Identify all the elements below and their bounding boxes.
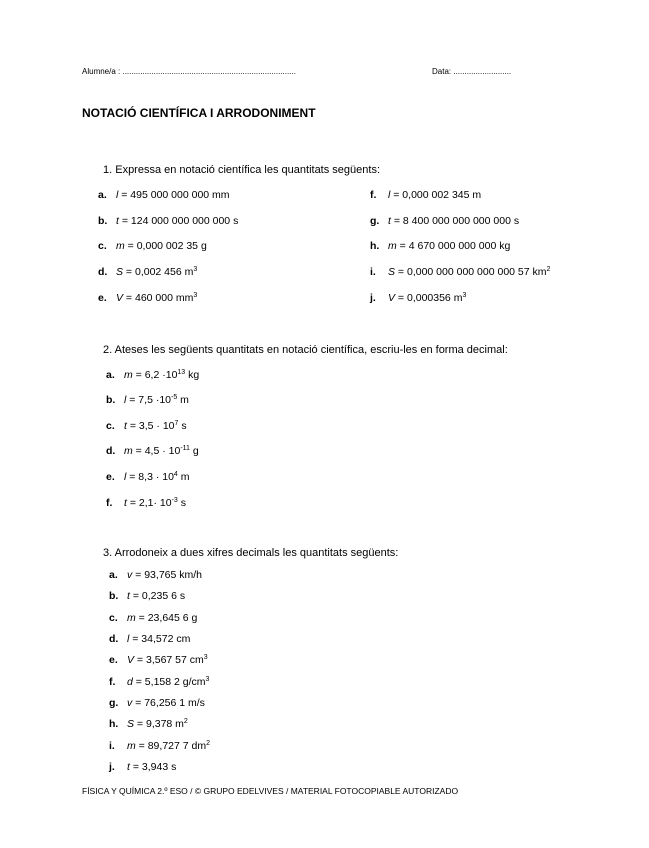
item-unit: kg bbox=[185, 369, 200, 381]
q1-item-f bbox=[370, 189, 481, 201]
q1-item-c bbox=[98, 240, 207, 252]
date-dots: .......................... bbox=[453, 67, 512, 76]
item-label: c. bbox=[106, 420, 115, 432]
item-exponent: 3 bbox=[462, 292, 467, 299]
q2-item-b bbox=[106, 394, 189, 406]
item-variable: V bbox=[116, 292, 124, 304]
item-variable: t bbox=[127, 761, 130, 773]
item-mantissa: = 3,5 · 10 bbox=[126, 420, 175, 432]
item-variable: l bbox=[127, 633, 130, 645]
item-value: = 4 670 000 000 000 kg bbox=[396, 240, 511, 252]
item-value: = 8 400 000 000 000 000 s bbox=[390, 215, 520, 227]
date-label: Data: bbox=[432, 67, 452, 76]
item-exponent: 3 bbox=[205, 676, 210, 683]
item-variable: S bbox=[127, 718, 135, 730]
q3-item-i bbox=[109, 740, 210, 752]
item-variable: t bbox=[116, 215, 119, 227]
item-value: = 3,943 s bbox=[129, 761, 177, 773]
item-value: = 0,000 000 000 000 000 57 km bbox=[395, 266, 547, 278]
item-exponent: 3 bbox=[193, 266, 198, 273]
item-label: a. bbox=[98, 189, 107, 201]
q1-item-d bbox=[98, 266, 197, 278]
item-exponent: 7 bbox=[174, 420, 179, 427]
item-unit: m bbox=[177, 471, 190, 483]
item-value: = 0,000 002 345 m bbox=[390, 189, 482, 201]
q1-item-b bbox=[98, 215, 238, 227]
q3-item-d bbox=[109, 633, 190, 645]
item-label: d. bbox=[109, 633, 119, 645]
item-exponent: -3 bbox=[171, 497, 178, 504]
q3-item-g bbox=[109, 697, 205, 709]
item-mantissa: = 8,3 · 10 bbox=[126, 471, 174, 483]
item-unit: m bbox=[177, 394, 189, 406]
question-1-heading: 1. Expressa en notació científica les quantitats següents: bbox=[103, 164, 380, 176]
item-value: = 460 000 mm bbox=[123, 292, 194, 304]
item-label: h. bbox=[109, 718, 119, 730]
q2-item-f bbox=[106, 497, 186, 509]
item-label: d. bbox=[98, 266, 108, 278]
item-label: i. bbox=[370, 266, 376, 278]
item-value: = 89,727 7 dm bbox=[135, 740, 207, 752]
item-value: = 76,256 1 m/s bbox=[132, 697, 205, 709]
q2-item-d bbox=[106, 445, 199, 457]
item-value: = 5,158 2 g/cm bbox=[132, 676, 206, 688]
item-variable: l bbox=[124, 471, 127, 483]
item-mantissa: = 2,1· 10 bbox=[126, 497, 172, 509]
item-value: = 124 000 000 000 000 s bbox=[118, 215, 239, 227]
q2-item-e bbox=[106, 471, 190, 483]
item-value: = 23,645 6 g bbox=[135, 612, 198, 624]
page-footer: FÍSICA Y QUÍMICA 2.º ESO / © GRUPO EDELVIVES / MATERIAL FOTOCOPIABLE AUTORIZADO bbox=[82, 786, 459, 796]
page-title: NOTACIÓ CIENTÍFICA I ARRODONIMENT bbox=[82, 106, 316, 120]
item-variable: S bbox=[116, 266, 124, 278]
item-label: d. bbox=[106, 445, 116, 457]
q3-item-e bbox=[109, 654, 208, 666]
item-variable: t bbox=[127, 590, 130, 602]
item-label: b. bbox=[106, 394, 116, 406]
item-label: c. bbox=[109, 612, 118, 624]
item-label: h. bbox=[370, 240, 380, 252]
item-label: b. bbox=[109, 590, 119, 602]
q1-item-i bbox=[370, 266, 550, 278]
item-variable: m bbox=[116, 240, 125, 252]
item-value: = 3,567 57 cm bbox=[134, 654, 204, 666]
item-label: j. bbox=[109, 761, 115, 773]
q1-item-h bbox=[370, 240, 510, 252]
item-value: = 0,000356 m bbox=[395, 292, 463, 304]
student-dots: .............................................................................. bbox=[122, 67, 296, 76]
item-variable: m bbox=[127, 612, 136, 624]
q3-item-f bbox=[109, 676, 209, 688]
q2-item-c bbox=[106, 420, 187, 432]
item-variable: l bbox=[388, 189, 391, 201]
q1-item-e bbox=[98, 292, 197, 304]
item-label: a. bbox=[106, 369, 115, 381]
q3-item-a bbox=[109, 569, 202, 581]
item-variable: m bbox=[124, 445, 133, 457]
item-variable: m bbox=[124, 369, 133, 381]
item-exponent: -5 bbox=[171, 394, 178, 401]
item-mantissa: = 6,2 ·10 bbox=[132, 369, 178, 381]
item-value: = 34,572 cm bbox=[129, 633, 191, 645]
question-3-heading: 3. Arrodoneix a dues xifres decimals les quantitats següents: bbox=[103, 547, 399, 559]
item-label: b. bbox=[98, 215, 108, 227]
item-variable: S bbox=[388, 266, 396, 278]
item-variable: d bbox=[127, 676, 133, 688]
item-unit: g bbox=[189, 445, 199, 457]
question-2-heading: 2. Ateses les següents quantitats en notació científica, escriu-les en forma decimal: bbox=[103, 344, 508, 356]
item-value: = 93,765 km/h bbox=[132, 569, 203, 581]
student-label: Alumne/a : bbox=[82, 67, 121, 76]
item-unit: s bbox=[178, 420, 187, 432]
q3-item-c bbox=[109, 612, 197, 624]
q1-item-g bbox=[370, 215, 519, 227]
item-value: = 495 000 000 000 mm bbox=[118, 189, 230, 201]
item-label: f. bbox=[370, 189, 377, 201]
item-variable: t bbox=[124, 420, 127, 432]
item-label: e. bbox=[109, 654, 118, 666]
q1-item-a bbox=[98, 189, 230, 201]
item-exponent: 3 bbox=[203, 654, 208, 661]
item-label: g. bbox=[370, 215, 380, 227]
item-variable: v bbox=[127, 569, 133, 581]
item-value: = 9,378 m bbox=[134, 718, 184, 730]
item-variable: V bbox=[388, 292, 396, 304]
item-label: f. bbox=[106, 497, 113, 509]
item-variable: m bbox=[127, 740, 136, 752]
item-label: g. bbox=[109, 697, 119, 709]
q3-item-b bbox=[109, 590, 185, 602]
q3-item-h bbox=[109, 718, 188, 730]
q2-item-a bbox=[106, 369, 199, 381]
q1-item-j bbox=[370, 292, 466, 304]
item-variable: V bbox=[127, 654, 135, 666]
item-unit: s bbox=[177, 497, 186, 509]
item-label: a. bbox=[109, 569, 118, 581]
item-label: e. bbox=[98, 292, 107, 304]
item-variable: v bbox=[127, 697, 133, 709]
item-variable: t bbox=[124, 497, 127, 509]
item-mantissa: = 4,5 · 10 bbox=[132, 445, 181, 457]
item-exponent: 2 bbox=[206, 740, 210, 747]
item-mantissa: = 7,5 ·10 bbox=[126, 394, 171, 406]
item-label: f. bbox=[109, 676, 116, 688]
item-variable: l bbox=[116, 189, 119, 201]
item-label: e. bbox=[106, 471, 115, 483]
item-exponent: 4 bbox=[173, 471, 178, 478]
item-exponent: 2 bbox=[546, 266, 551, 273]
student-name-line bbox=[82, 67, 296, 76]
item-exponent: 2 bbox=[183, 718, 188, 725]
item-label: i. bbox=[109, 740, 115, 752]
date-line bbox=[432, 67, 511, 76]
item-value: = 0,235 6 s bbox=[129, 590, 186, 602]
item-exponent: 13 bbox=[177, 369, 186, 376]
item-value: = 0,000 002 35 g bbox=[124, 240, 207, 252]
item-variable: l bbox=[124, 394, 127, 406]
item-variable: t bbox=[388, 215, 391, 227]
item-label: j. bbox=[370, 292, 376, 304]
item-value: = 0,002 456 m bbox=[123, 266, 194, 278]
q3-item-j bbox=[109, 761, 176, 773]
item-label: c. bbox=[98, 240, 107, 252]
item-exponent: -11 bbox=[180, 445, 190, 452]
item-exponent: 3 bbox=[193, 292, 198, 299]
item-variable: m bbox=[388, 240, 397, 252]
